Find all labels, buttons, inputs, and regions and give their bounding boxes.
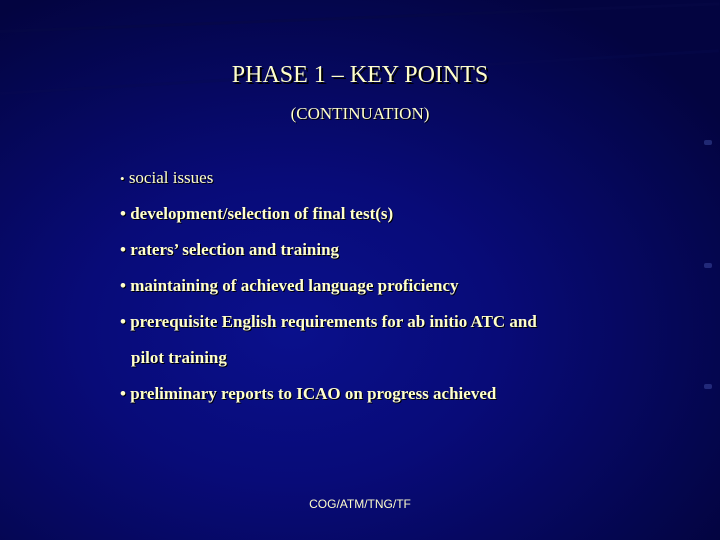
bullet-text: preliminary reports to ICAO on progress achieved [130,384,497,403]
bullet-continuation: pilot training [131,348,227,367]
bullet-item [120,276,459,296]
bullet-marker: • [120,240,126,259]
bullet-item [120,204,393,224]
bullet-text: maintaining of achieved language proficiency [130,276,459,295]
bullet-marker: • [120,171,125,186]
bullet-marker: • [120,204,126,223]
bullet-item [120,240,339,260]
bullet-text: social issues [128,168,214,187]
background-stripe [0,2,720,33]
bullet-text: development/selection of final test(s) [130,204,394,223]
bullet-marker: • [120,276,126,295]
side-decoration [704,384,712,389]
bullet-text: prerequisite English requirements for ab initio ATC and [130,312,537,331]
slide-title: PHASE 1 – KEY POINTS [231,62,489,88]
bullet-item [120,312,537,332]
slide-footer: COG/ATM/TNG/TF [309,497,411,511]
bullet-item [120,168,213,188]
side-decoration [704,140,712,145]
bullet-marker: • [120,312,126,331]
slide-subtitle: (CONTINUATION) [290,104,430,123]
bullet-item [120,384,496,404]
bullet-marker: • [120,384,126,403]
side-decoration [704,263,712,268]
bullet-text: raters’ selection and training [130,240,340,259]
